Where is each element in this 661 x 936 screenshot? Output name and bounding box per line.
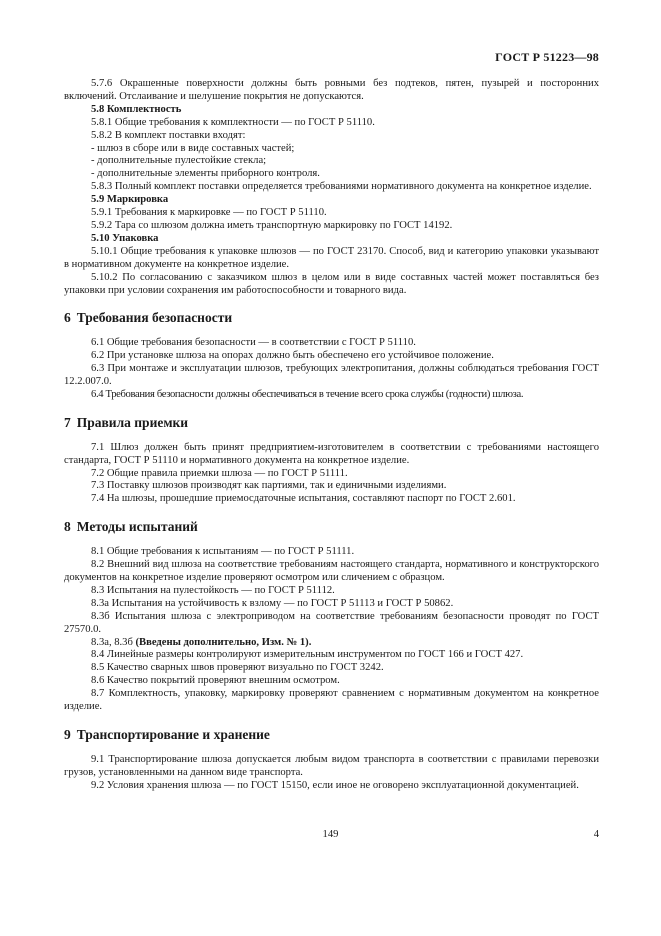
paragraph-5-8-1: 5.8.1 Общие требования к комплектности — по ГОСТ Р 51110.	[91, 116, 375, 128]
paragraph-8-7: 8.7 Комплектность, упаковку, маркировку проверяют сравнением с нормативным документом на конкретное изделие.	[64, 688, 599, 713]
paragraph-5-8-2: 5.8.2 В комплект поставки входят:	[91, 129, 246, 141]
standard-designation: ГОСТ Р 51223—98	[495, 50, 599, 64]
section-heading-7	[64, 414, 599, 430]
paragraph-7-1: 7.1 Шлюз должен быть принят предприятием-изготовителем в соответствии с требованиями настоящего стандарта, ГОСТ Р 51110 и нормативного документа на конкретное изделие.	[64, 441, 599, 466]
paragraph-8-6: 8.6 Качество покрытий проверяют внешним осмотром.	[91, 675, 340, 687]
paragraph-7-4: 7.4 На шлюзы, прошедшие приемосдаточные испытания, составляют паспорт по ГОСТ 2.601.	[91, 493, 516, 505]
paragraph-5-9-2: 5.9.2 Тара со шлюзом должна иметь транспортную маркировку по ГОСТ 14192.	[91, 219, 453, 231]
paragraph-7-2: 7.2 Общие правила приемки шлюза — по ГОСТ Р 51111.	[91, 467, 348, 479]
paragraph-5-8-3: 5.8.3 Полный комплект поставки определяется требованиями нормативного документа на конкретное изделие.	[91, 181, 592, 193]
paragraph-5-10-1: 5.10.1 Общие требования к упаковке шлюзов — по ГОСТ 23170. Способ, вид и категорию упаковки указывают в нормативном документе на конкретное изделие.	[64, 245, 599, 270]
section-heading-9	[64, 726, 599, 742]
paragraph-9-2: 9.2 Условия хранения шлюза — по ГОСТ 15150, если иное не оговорено эксплуатационной документацией.	[91, 779, 579, 791]
subheading-5-9: 5.9 Маркировка	[91, 194, 169, 206]
sheet-number: 4	[593, 829, 599, 840]
paragraph-8-5: 8.5 Качество сварных швов проверяют визуально по ГОСТ 3242.	[91, 662, 384, 674]
paragraph-6-4: 6.4 Требования безопасности должны обеспечиваться в течение всего срока службы (годности) шлюза.	[91, 388, 524, 400]
amendment-label: (Введены дополнительно, Изм. № 1).	[135, 636, 312, 648]
paragraph-8-2: 8.2 Внешний вид шлюза на соответствие требованиям настоящего стандарта, нормативного и конструкторского документов на конкретное изделие проверяют осмотром или сличением с образцом.	[64, 559, 599, 583]
section-title: Методы испытаний	[76, 519, 198, 535]
paragraph-6-3: 6.3 При монтаже и эксплуатации шлюзов, требующих электропитания, должны соблюдаться требования ГОСТ 12.2.007.0.	[64, 363, 599, 388]
paragraph-5-10-2: 5.10.2 По согласованию с заказчиком шлюз в целом или в виде составных частей может поставляться без упаковки при условии сохранения им работоспособности и товарного вида.	[64, 271, 599, 296]
paragraph-5-7-6: 5.7.6 Окрашенные поверхности должны быть ровными без подтеков, пятен, пузырей и посторонних включений. Отслаивание и шелушение покрытия не допускаются.	[64, 78, 599, 102]
paragraph-7-3: 7.3 Поставку шлюзов производят как партиями, так и единичными изделиями.	[91, 480, 447, 492]
paragraph-8-3a: 8.3а Испытания на устойчивость к взлому — по ГОСТ Р 51113 и ГОСТ Р 50862.	[91, 597, 454, 609]
paragraph-8-1: 8.1 Общие требования к испытаниям — по ГОСТ Р 51111.	[91, 546, 355, 558]
section-title: Требования безопасности	[76, 310, 233, 326]
document-body	[64, 78, 599, 793]
subheading-5-10: 5.10 Упаковка	[91, 232, 159, 244]
paragraph-8-3: 8.3 Испытания на пулестойкость — по ГОСТ Р 51112.	[91, 584, 335, 596]
paragraph-6-2: 6.2 При установке шлюза на опорах должно быть обеспечено его устойчивое положение.	[91, 350, 494, 362]
paragraph-6-1: 6.1 Общие требования безопасности — в соответствии с ГОСТ Р 51110.	[91, 337, 416, 349]
subheading-5-8: 5.8 Комплектность	[91, 103, 182, 115]
section-title: Правила приемки	[76, 414, 189, 430]
list-item: - дополнительные элементы приборного контроля.	[91, 168, 320, 180]
section-heading-8	[64, 521, 599, 534]
page-number: 149	[322, 829, 339, 840]
section-number: 8	[64, 519, 71, 535]
section-title: Транспортирование и хранение	[76, 726, 270, 742]
paragraph-9-1: 9.1 Транспортирование шлюза допускается любым видом транспорта в соответствии с правилами перевозки грузов, установленными на данном виде транспорта.	[64, 753, 599, 778]
section-number: 7	[64, 414, 71, 430]
section-heading-6	[64, 312, 599, 325]
list-item: - дополнительные пулестойкие стекла;	[91, 155, 267, 167]
section-number: 6	[64, 310, 71, 326]
list-item: - шлюз в сборе или в виде составных частей;	[91, 142, 295, 154]
paragraph-8-4: 8.4 Линейные размеры контролируют измерительным инструментом по ГОСТ 166 и ГОСТ 427.	[91, 649, 524, 661]
amendment-note	[64, 637, 599, 650]
paragraph-8-3b: 8.3б Испытания шлюза с электроприводом на соответствие требованиям безопасности проводят по ГОСТ 27570.0.	[64, 610, 599, 635]
section-number: 9	[64, 726, 71, 742]
paragraph-5-9-1: 5.9.1 Требования к маркировке — по ГОСТ Р 51110.	[91, 207, 327, 219]
amendment-ref: 8.3а, 8.3б	[91, 636, 136, 648]
